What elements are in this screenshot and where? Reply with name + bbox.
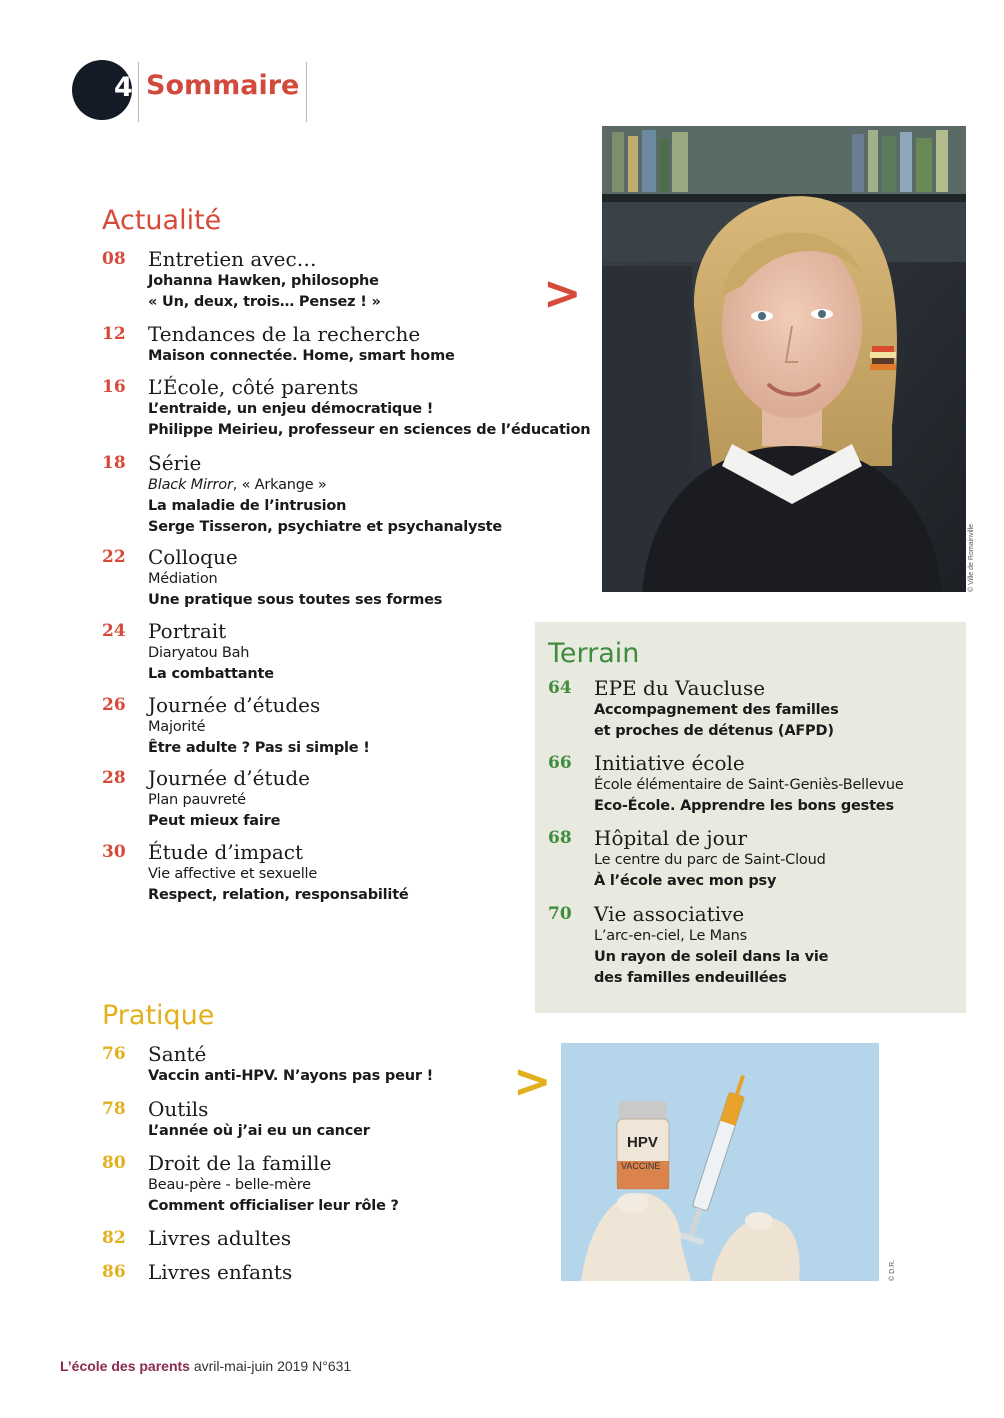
toc-entry-title: EPE du Vaucluse [594,676,766,700]
toc-page-number: 30 [102,842,126,862]
toc-page-number: 66 [548,753,572,773]
toc-entry-subtitle: Vaccin anti-HPV. N’ayons pas peur ! [148,1068,434,1084]
toc-entry-title: Vie associative [594,902,745,926]
toc-page-number: 86 [102,1262,126,1282]
toc-page-number: 64 [548,678,572,698]
toc-entry-title: L’École, côté parents [148,375,359,399]
portrait-illustration [602,126,966,592]
toc-entry-subtitle: Eco-École. Apprendre les bons gestes [594,798,894,814]
toc-entry-subtitle: Beau-père - belle-mère [148,1177,311,1193]
toc-entry-title: Série [148,451,202,475]
toc-page-number: 80 [102,1153,126,1173]
toc-page-number: 12 [102,324,126,344]
toc-entry-subtitle: Majorité [148,719,206,735]
chevron-right-icon: > [543,266,582,320]
toc-entry-title: Droit de la famille [148,1151,332,1175]
toc-entry-subtitle: Respect, relation, responsabilité [148,887,409,903]
portrait-photo [602,126,966,592]
toc-entry-title: Livres adultes [148,1226,292,1250]
toc-entry-subtitle: Vie affective et sexuelle [148,866,318,882]
header-divider-right [306,62,307,122]
page-footer [60,1358,351,1374]
toc-entry-subtitle: Comment officialiser leur rôle ? [148,1198,399,1214]
toc-entry-title: Santé [148,1042,207,1066]
toc-entry-subtitle: La maladie de l’intrusion [148,498,347,514]
toc-page-number: 70 [548,904,572,924]
page-title: Sommaire [146,70,300,101]
footer-brand: L’école des parents [60,1358,190,1374]
toc-entry-subtitle: Johanna Hawken, philosophe [148,273,379,289]
toc-entry-subtitle: et proches de détenus (AFPD) [594,723,834,739]
toc-page-number: 82 [102,1228,126,1248]
toc-entry-subtitle: Le centre du parc de Saint-Cloud [594,852,826,868]
toc-entry-title: Tendances de la recherche [148,322,421,346]
toc-entry-subtitle: Maison connectée. Home, smart home [148,348,455,364]
toc-entry-subtitle: La combattante [148,666,274,682]
vaccine-vial-brand: HPV [627,1134,658,1151]
portrait-photo-credit: © Ville de Romainville [968,523,975,592]
toc-page-number: 28 [102,768,126,788]
toc-entry-subtitle: des familles endeuillées [594,970,787,986]
toc-page-number: 78 [102,1099,126,1119]
toc-entry-subtitle: L’entraide, un enjeu démocratique ! [148,401,434,417]
vaccine-illustration [561,1043,879,1281]
toc-entry-title: Journée d’étude [148,766,310,790]
vaccine-photo-credit: © D.R. [889,1259,896,1281]
toc-entry-subtitle: Peut mieux faire [148,813,281,829]
toc-entry-subtitle: Un rayon de soleil dans la vie [594,949,829,965]
toc-entry-title: Étude d’impact [148,840,303,864]
toc-entry-title: Colloque [148,545,238,569]
toc-page-number: 08 [102,249,126,269]
toc-entry-title: Outils [148,1097,209,1121]
toc-entry-title: Portrait [148,619,227,643]
toc-entry-title: Livres enfants [148,1260,293,1284]
page-number: 4 [114,72,133,103]
toc-page-number: 16 [102,377,126,397]
toc-entry-title: Journée d’études [148,693,321,717]
vaccine-photo [561,1043,879,1281]
toc-page-number: 22 [102,547,126,567]
section-title-terrain: Terrain [548,638,640,669]
toc-entry-title: Initiative école [594,751,745,775]
toc-page-number: 68 [548,828,572,848]
section-title-actualite: Actualité [102,205,222,236]
toc-entry-subtitle: Plan pauvreté [148,792,246,808]
toc-entry-subtitle: À l’école avec mon psy [594,873,777,889]
toc-page-number: 24 [102,621,126,641]
toc-entry-title: Entretien avec… [148,247,317,271]
toc-entry-subtitle: Serge Tisseron, psychiatre et psychanalyste [148,519,503,535]
chevron-right-icon: > [513,1054,552,1108]
toc-entry-subtitle: Être adulte ? Pas si simple ! [148,740,370,756]
toc-page-number: 76 [102,1044,126,1064]
toc-entry-subtitle: Diaryatou Bah [148,645,250,661]
toc-entry-subtitle: « Un, deux, trois… Pensez ! » [148,294,381,310]
toc-entry-subtitle: École élémentaire de Saint-Geniès-Bellevue [594,777,904,793]
toc-page-number: 26 [102,695,126,715]
toc-entry-subtitle: L’année où j’ai eu un cancer [148,1123,370,1139]
section-title-pratique: Pratique [102,1000,215,1031]
toc-entry-subtitle: Médiation [148,571,218,587]
footer-issue: avril-mai-juin 2019 N°631 [193,1358,352,1374]
toc-entry-subtitle: Une pratique sous toutes ses formes [148,592,443,608]
header-divider-left [138,62,139,122]
toc-entry-subtitle: Philippe Meirieu, professeur en sciences de l’éducation [148,422,591,438]
toc-page-number: 18 [102,453,126,473]
toc-entry-subtitle: Accompagnement des familles [594,702,839,718]
toc-entry-subtitle: Black Mirror, « Arkange » [148,477,327,493]
vaccine-vial-word: VACCINE [621,1161,661,1171]
toc-entry-title: Hôpital de jour [594,826,748,850]
toc-entry-subtitle: L’arc-en-ciel, Le Mans [594,928,748,944]
